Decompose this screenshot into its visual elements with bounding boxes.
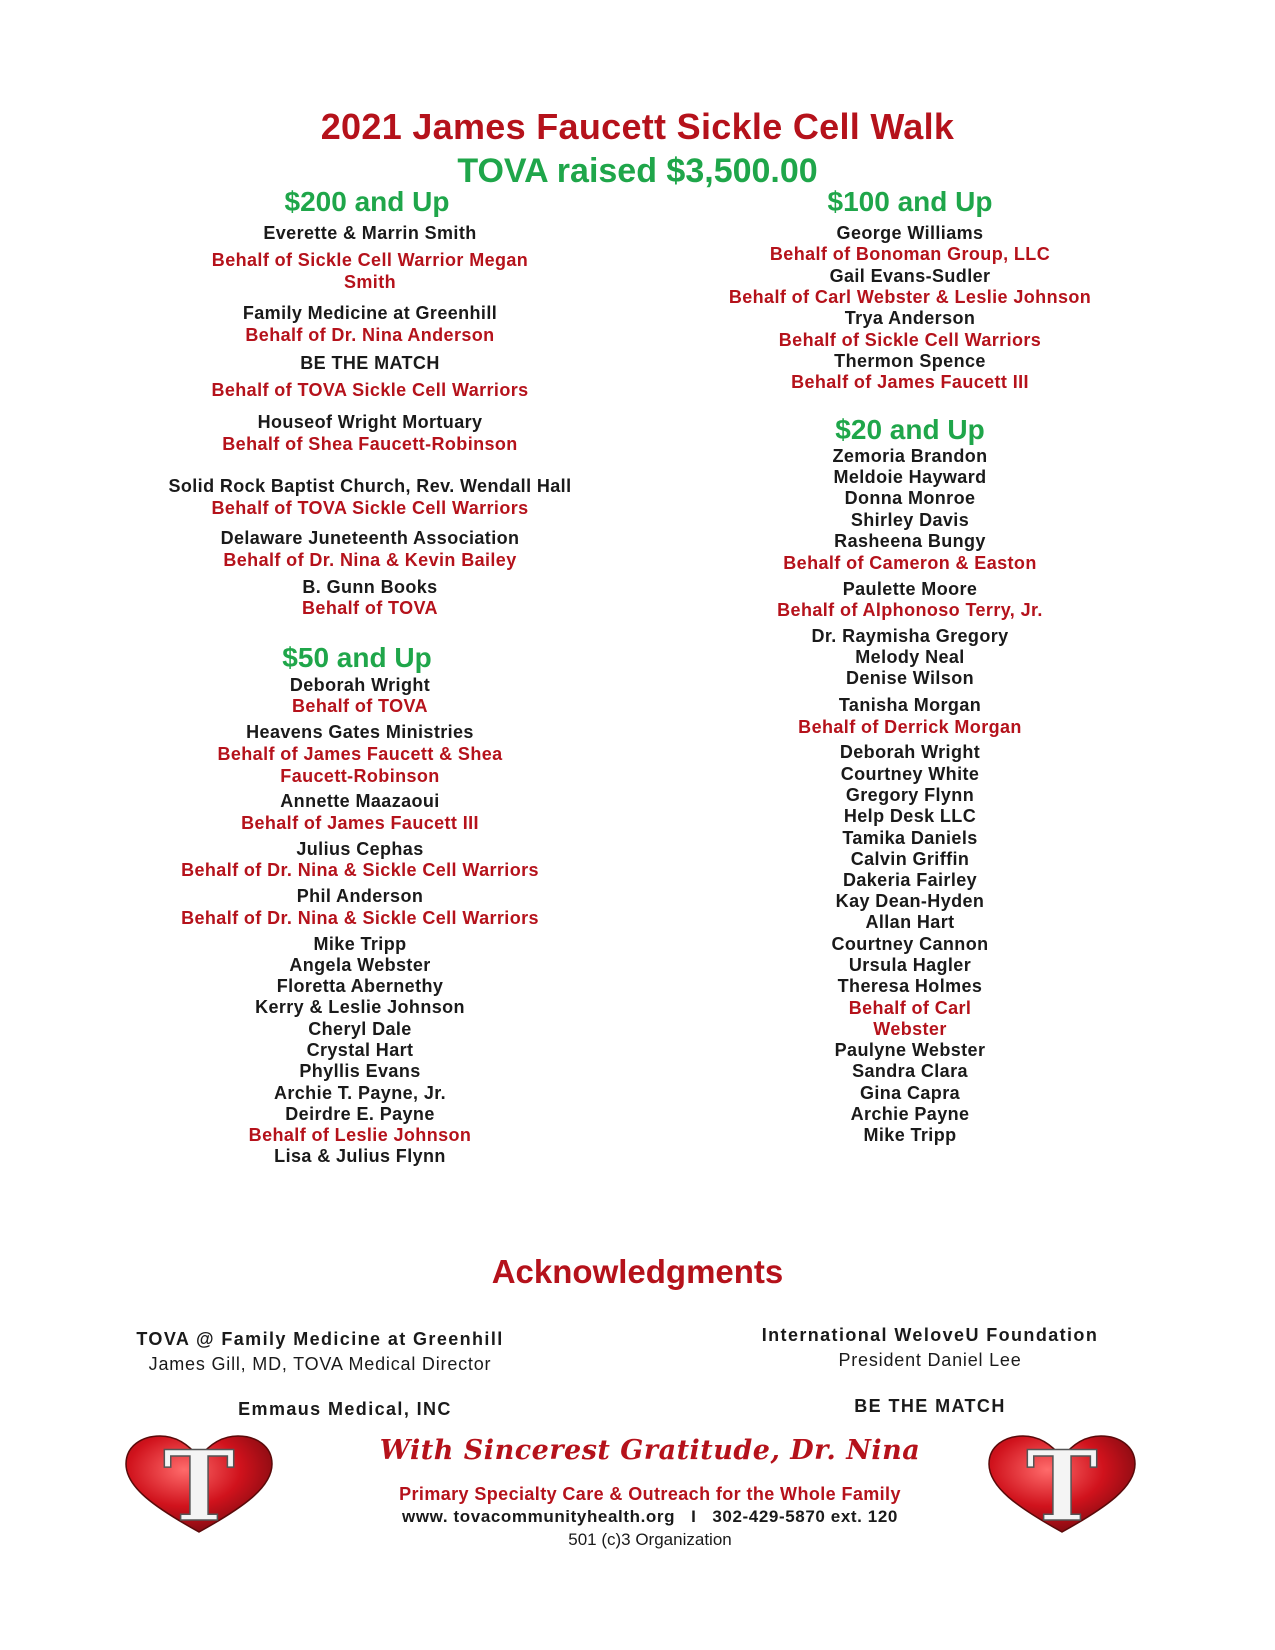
donor-name: Phyllis Evans [299, 1061, 421, 1081]
donor-name: Trya Anderson [844, 308, 976, 328]
footer-tagline: Primary Specialty Care & Outreach for the Whole Family [399, 1484, 901, 1504]
donor-name: Delaware Juneteenth Association [220, 528, 520, 548]
behalf-of-note: Behalf of Carl Webster & Leslie Johnson [728, 287, 1092, 307]
behalf-of-note: Behalf of Shea Faucett-Robinson [222, 434, 518, 454]
behalf-of-note: Behalf of Dr. Nina & Sickle Cell Warriors [181, 860, 539, 880]
donor-name: Tamika Daniels [842, 828, 978, 848]
donor-name: Dakeria Fairley [842, 870, 978, 890]
donor-name: B. Gunn Books [302, 577, 438, 597]
donor-name: Theresa Holmes [837, 976, 983, 996]
donor-name: Melody Neal [855, 647, 965, 667]
behalf-of-note: Webster [873, 1019, 947, 1039]
donor-name: Sandra Clara [852, 1061, 968, 1081]
donor-name: Family Medicine at Greenhill [242, 303, 498, 323]
gratitude-signature: With Sincerest Gratitude, Dr. Nina [379, 1435, 921, 1466]
donor-name: Everette & Marrin Smith [263, 223, 477, 243]
behalf-of-note: Behalf of Cameron & Easton [783, 553, 1037, 573]
logo-letter-right: T [1026, 1432, 1098, 1542]
donor-name: Archie Payne [850, 1104, 970, 1124]
page-title: 2021 James Faucett Sickle Cell Walk [320, 106, 955, 147]
behalf-of-note: Smith [343, 272, 396, 292]
donor-name: Mike Tripp [313, 934, 407, 954]
behalf-of-note: Behalf of TOVA Sickle Cell Warriors [211, 380, 529, 400]
donor-name: Shirley Davis [850, 510, 970, 530]
acknowledgments-title: Acknowledgments [491, 1253, 784, 1290]
donor-name: Calvin Griffin [850, 849, 970, 869]
donor-name: Courtney Cannon [831, 934, 989, 954]
donor-name: Paulette Moore [842, 579, 978, 599]
donor-name: Julius Cephas [296, 839, 424, 859]
donor-name: Kay Dean-Hyden [835, 891, 985, 911]
donor-name: Dr. Raymisha Gregory [811, 626, 1009, 646]
donor-name: Thermon Spence [834, 351, 986, 371]
behalf-of-note: Behalf of Leslie Johnson [248, 1125, 472, 1145]
behalf-of-note: Behalf of Dr. Nina Anderson [245, 325, 495, 345]
donor-name: Donna Monroe [844, 488, 976, 508]
behalf-of-note: Behalf of James Faucett III [241, 813, 479, 833]
behalf-of-note: Behalf of Carl [848, 998, 972, 1018]
logo-letter-left: T [163, 1432, 235, 1542]
behalf-of-note: Behalf of Bonoman Group, LLC [769, 244, 1051, 264]
donor-name: Cheryl Dale [308, 1019, 412, 1039]
raised-amount: TOVA raised $3,500.00 [457, 152, 818, 190]
ack-james-gill: James Gill, MD, TOVA Medical Director [148, 1354, 492, 1374]
ack-tova-greenhill: TOVA @ Family Medicine at Greenhill [136, 1329, 504, 1349]
tova-heart-logo-right [987, 1432, 1137, 1542]
donor-name: Phil Anderson [296, 886, 424, 906]
behalf-of-note: Behalf of Sickle Cell Warriors [778, 330, 1042, 350]
heading-50-and-up: $50 and Up [282, 642, 432, 673]
ack-be-the-match: BE THE MATCH [854, 1396, 1006, 1416]
donor-name: Lisa & Julius Flynn [274, 1146, 446, 1166]
donor-name: Meldoie Hayward [833, 467, 987, 487]
donor-name: Deirdre E. Payne [285, 1104, 435, 1124]
donor-name: Deborah Wright [839, 742, 981, 762]
footer-contact: www. tovacommunityhealth.org I 302-429-5870 ext. 120 [402, 1507, 898, 1526]
donor-name: Angela Webster [289, 955, 431, 975]
donor-name: Tanisha Morgan [838, 695, 982, 715]
heading-100-and-up: $100 and Up [827, 186, 993, 217]
donor-name: Deborah Wright [289, 675, 431, 695]
ack-welove-foundation: International WeloveU Foundation [761, 1325, 1099, 1345]
donor-name: George Williams [836, 223, 984, 243]
behalf-of-note: Behalf of Dr. Nina & Sickle Cell Warriors [181, 908, 539, 928]
tova-heart-logo-left [124, 1432, 274, 1542]
heading-200-and-up: $200 and Up [284, 186, 450, 217]
donor-name: Zemoria Brandon [832, 446, 988, 466]
behalf-of-note: Behalf of Alphonoso Terry, Jr. [777, 600, 1043, 620]
behalf-of-note: Behalf of Sickle Cell Warrior Megan [211, 250, 529, 270]
behalf-of-note: Behalf of Derrick Morgan [798, 717, 1022, 737]
donor-name: Paulyne Webster [834, 1040, 986, 1060]
donor-name: Gregory Flynn [845, 785, 975, 805]
behalf-of-note: Behalf of James Faucett III [791, 372, 1029, 392]
heart-t-icon [124, 1432, 274, 1542]
behalf-of-note: Behalf of TOVA [302, 598, 438, 618]
donor-name: Crystal Hart [306, 1040, 414, 1060]
donor-name: BE THE MATCH [300, 353, 440, 373]
behalf-of-note: Behalf of Dr. Nina & Kevin Bailey [223, 550, 517, 570]
heading-20-and-up: $20 and Up [835, 414, 985, 445]
donor-name: Kerry & Leslie Johnson [255, 997, 465, 1017]
donor-name: Houseof Wright Mortuary [257, 412, 483, 432]
ack-daniel-lee: President Daniel Lee [838, 1350, 1022, 1370]
donor-name: Help Desk LLC [843, 806, 977, 826]
donor-name: Gina Capra [859, 1083, 961, 1103]
donor-name: Rasheena Bungy [834, 531, 986, 551]
donor-name: Heavens Gates Ministries [246, 722, 474, 742]
donor-name: Allan Hart [865, 912, 955, 932]
donor-name: Gail Evans-Sudler [829, 266, 991, 286]
behalf-of-note: Faucett-Robinson [280, 766, 440, 786]
footer-org-status: 501 (c)3 Organization [568, 1530, 732, 1549]
donor-name: Floretta Abernethy [276, 976, 444, 996]
donor-name: Archie T. Payne, Jr. [273, 1083, 447, 1103]
donor-name: Solid Rock Baptist Church, Rev. Wendall Hall [168, 476, 572, 496]
ack-emmaus-medical: Emmaus Medical, INC [238, 1399, 452, 1419]
behalf-of-note: Behalf of TOVA [292, 696, 428, 716]
donor-name: Annette Maazaoui [280, 791, 440, 811]
donor-name: Courtney White [840, 764, 980, 784]
donor-name: Ursula Hagler [848, 955, 972, 975]
behalf-of-note: Behalf of James Faucett & Shea [217, 744, 503, 764]
heart-t-icon [987, 1432, 1137, 1542]
behalf-of-note: Behalf of TOVA Sickle Cell Warriors [211, 498, 529, 518]
donor-name: Denise Wilson [845, 668, 975, 688]
donor-name: Mike Tripp [863, 1125, 957, 1145]
